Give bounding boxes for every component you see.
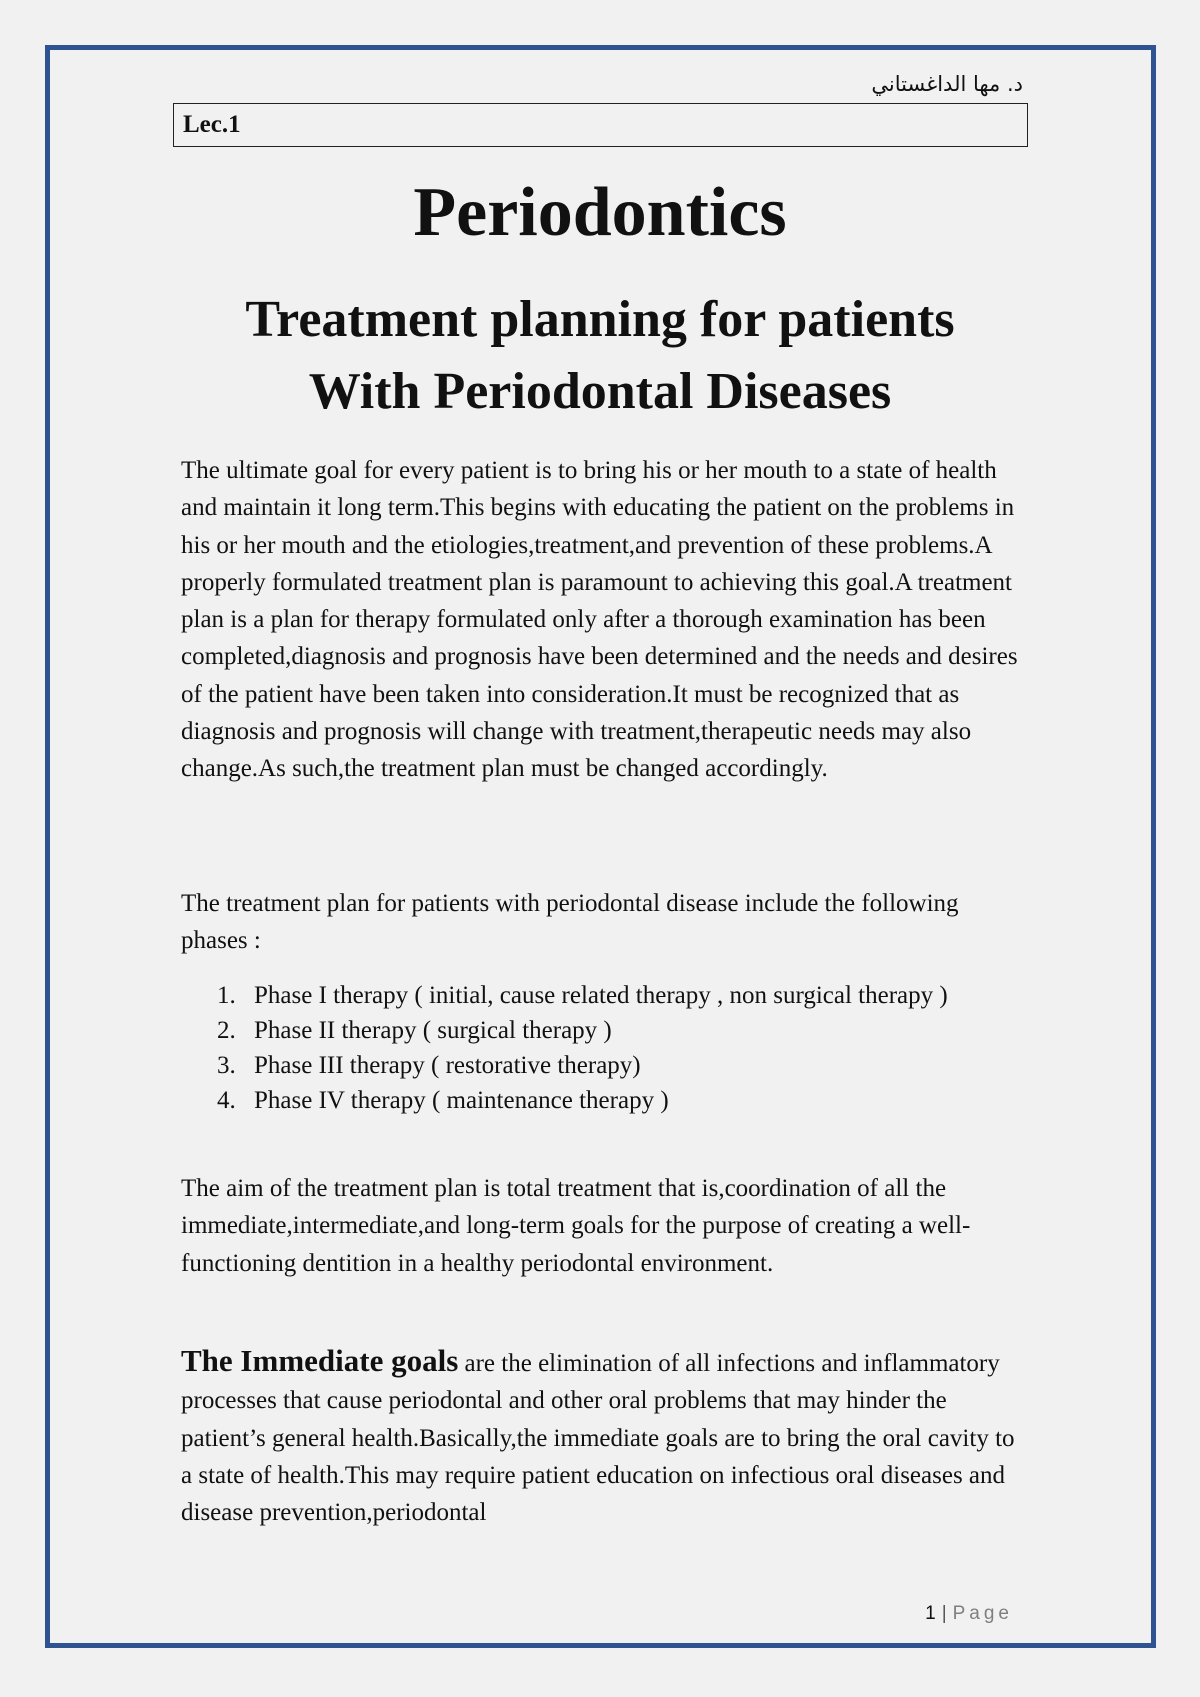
immediate-goals-text: are the elimination of all infections and inflammatory processes that cause periodontal and other oral problems that may hinder the patient’s general health.Basically,the immediate goals are to bring the oral cavity to a state of health.This may require patient education on infectious oral diseases and disease prevention,periodontal: [181, 1350, 1015, 1527]
list-item: [181, 978, 981, 1013]
paragraph-immediate-goals: [181, 1342, 1021, 1531]
paragraph-aim: The aim of the treatment plan is total treatment that is,coordination of all the immediate,intermediate,and long-term goals for the purpose of creating a well-functioning dentition in a healthy periodontal environment.: [181, 1175, 971, 1277]
page-number: 1: [925, 1603, 936, 1624]
document-subtitle: [0, 284, 1200, 428]
list-item-number: 2.: [217, 1017, 236, 1044]
list-item: [181, 1083, 981, 1118]
list-item-text: Phase IV therapy ( maintenance therapy ): [254, 1087, 669, 1114]
list-item-text: Phase I therapy ( initial, cause related therapy , non surgical therapy ): [254, 982, 948, 1009]
list-item-number: 4.: [217, 1087, 236, 1114]
page-separator: |: [941, 1603, 947, 1624]
lecture-label-box: [173, 103, 1028, 147]
paragraph-intro: The ultimate goal for every patient is to bring his or her mouth to a state of health and maintain it long term.This begins with educating the patient on the problems in his or her mouth and the etiologies,treatment,and prevention of these problems.A properly formulated treatment plan is paramount to achieving this goal.A treatment plan is a plan for therapy formulated only after a thorough examination has been completed,diagnosis and prognosis have been determined and the needs and desires of the patient have been taken into consideration.It must be recognized that as diagnosis and prognosis will change with treatment,therapeutic needs may also change.As such,the treatment plan must be changed accordingly.: [181, 457, 1018, 783]
page-label: Page: [952, 1603, 1013, 1624]
list-item: [181, 1048, 981, 1083]
list-item-text: Phase III therapy ( restorative therapy): [254, 1052, 641, 1079]
paragraph-phases-intro: The treatment plan for patients with periodontal disease include the following phases :: [181, 890, 959, 955]
subtitle-line-1: Treatment planning for patients: [245, 291, 955, 348]
immediate-goals-heading: The Immediate goals: [181, 1343, 459, 1378]
list-item-text: Phase II therapy ( surgical therapy ): [254, 1017, 612, 1044]
phase-list: [181, 978, 981, 1118]
page-footer: [925, 1603, 1013, 1625]
list-item-number: 3.: [217, 1052, 236, 1079]
author-name: د. مها الداغستاني: [871, 72, 1023, 96]
lecture-label: Lec.1: [183, 111, 241, 138]
list-item-number: 1.: [217, 982, 236, 1009]
list-item: [181, 1013, 981, 1048]
document-title: Periodontics: [413, 174, 787, 251]
subtitle-line-2: With Periodontal Diseases: [308, 363, 892, 420]
